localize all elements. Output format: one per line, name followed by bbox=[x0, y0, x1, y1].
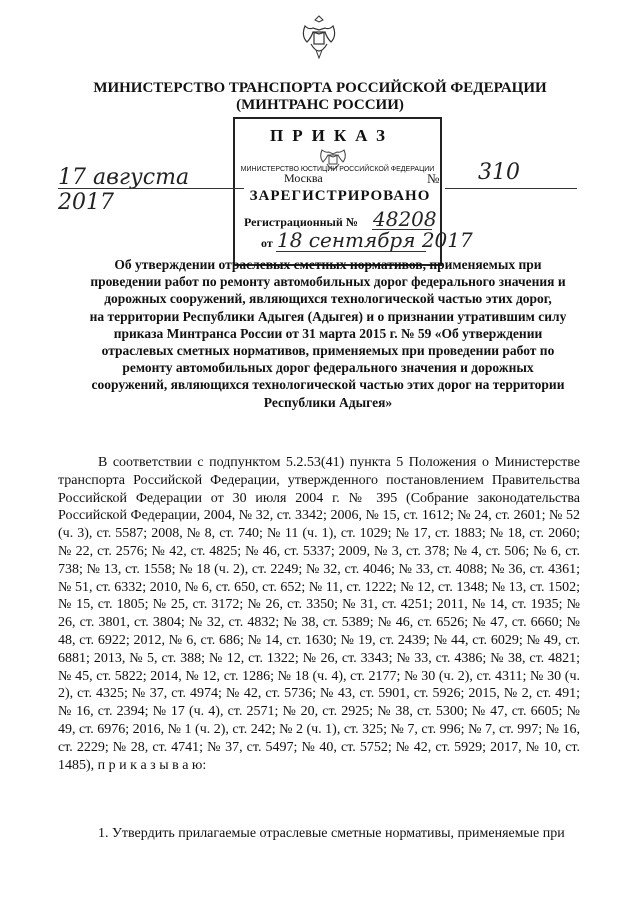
stamp-ministry: МИНИСТЕРСТВО ЮСТИЦИИ РОССИЙСКОЙ ФЕДЕРАЦИИ bbox=[240, 166, 435, 173]
stamp-date-underline bbox=[276, 251, 426, 252]
date-underline bbox=[58, 188, 244, 189]
ministry-abbreviation: (МИНТРАНС РОССИИ) bbox=[236, 97, 404, 113]
coat-of-arms-icon bbox=[299, 12, 339, 62]
order-date: 17 августа 2017 bbox=[58, 165, 190, 215]
order-item-1: 1. Утвердить прилагаемые отраслевые сметные нормативы, применяемые при bbox=[98, 826, 565, 841]
heading-line: Об утверждении отраслевых сметных нормативов, применяемых при bbox=[114, 257, 542, 272]
heading-line: Республики Адыгея» bbox=[263, 394, 393, 410]
stamp-status: ЗАРЕГИСТРИРОВАНО bbox=[249, 188, 431, 204]
stamp-reg-number: 48208 bbox=[373, 207, 437, 231]
heading-line: приказа Минтранса России от 31 марта 2015 г. № 59 «Об утверждении bbox=[113, 325, 543, 341]
heading-line: сооружений, являющихся технологической частью этих дорог на территории bbox=[91, 377, 565, 393]
number-underline bbox=[445, 188, 577, 189]
stamp-date: 18 сентября 2017 bbox=[277, 228, 473, 252]
stamp-reg-number-label: Регистрационный № bbox=[244, 215, 358, 229]
heading-line: отраслевых сметных нормативов, применяемых при проведении работ по bbox=[101, 343, 555, 359]
stamp-date-label: от bbox=[261, 236, 273, 250]
ministry-name: МИНИСТЕРСТВО ТРАНСПОРТА РОССИЙСКОЙ ФЕДЕРАЦИИ bbox=[93, 80, 547, 96]
preamble bbox=[58, 454, 580, 774]
order-number: 310 bbox=[478, 160, 520, 185]
heading-line: дорожных сооружений, являющихся технологической частью этих дорог, bbox=[104, 291, 552, 307]
order-heading bbox=[78, 256, 578, 411]
heading-line: ремонту автомобильных дорог федерального значения и дорожных bbox=[122, 360, 534, 376]
order-number-sign: № bbox=[427, 171, 440, 186]
heading-line: проведении работ по ремонту автомобильных дорог федерального значения и bbox=[90, 274, 566, 290]
preamble-paragraph: В соответствии с подпунктом 5.2.53(41) пункта 5 Положения о Министерстве транспорта Российской Федерации, утвержденного постановлением Правительства Российской Федерации от 30 июля 2004 г. № 395 (Собрание законодательства Российской Федерации, 2004, № 32, ст. 3342; 2006, № 15, ст. 1612; № 24, ст. 2601; № 52 (ч. 3), ст. 5587; 2008, № 8, ст. 740; № 11 (ч. 1), ст. 1029; № 17, ст. 1883; № 18, ст. 2060; № 22, ст. 2576; № 42, ст. 4825; № 46, ст. 5337; 2009, № 3, ст. 378; № 4, ст. 506; № 6, ст. 738; № 13, ст. 1558; № 18 (ч. 2), ст. 2249; № 32, ст. 4046; № 33, ст. 4088; № 36, ст. 4361; № 51, ст. 6332; 2010, № 6, ст. 650, ст. 652; № 11, ст. 1222; № 12, ст. 1348; № 13, ст. 1502; № 15, ст. 1805; № 25, ст. 3172; № 26, ст. 3350; № 31, ст. 4251; 2011, № 14, ст. 1935; № 26, ст. 3801, ст. 3804; № 32, ст. 4832; № 38, ст. 5389; № 46, ст. 6526; № 47, ст. 6660; № 48, ст. 6922; 2012, № 6, ст. 686; № 14, ст. 1630; № 19, ст. 2439; № 44, ст. 6029; № 49, ст. 6881; 2013, № 5, ст. 388; № 12, ст. 1322; № 26, ст. 3343; № 33, ст. 4386; № 38, ст. 4821; № 45, ст. 5822; 2014, № 12, ст. 1286; № 18 (ч. 4), ст. 2177; № 30 (ч. 2), ст. 4311; № 30 (ч. 2), ст. 4325; № 37, ст. 4974; № 42, ст. 5736; № 43, ст. 5901, ст. 5926; 2015, № 2, ст. 491; № 16, ст. 2394; № 17 (ч. 4), ст. 2571; № 20, ст. 2925; № 38, ст. 5300; № 47, ст. 6605; № 49, ст. 6976; 2016, № 1 (ч. 2), ст. 242; № 2 (ч. 1), ст. 325; № 7, ст. 996; № 7, ст. 997; № 16, ст. 2229; № 28, ст. 4741; № 37, ст. 5497; № 40, ст. 5752; № 42, ст. 5929; 2017, № 10, ст. 1485), п р и к а з ы в а ю: bbox=[58, 455, 580, 773]
order-city: Москва bbox=[284, 171, 323, 185]
heading-line: на территории Республики Адыгея (Адыгея) и о признании утратившим силу bbox=[89, 308, 567, 324]
order-title: ПРИКАЗ bbox=[270, 126, 394, 145]
